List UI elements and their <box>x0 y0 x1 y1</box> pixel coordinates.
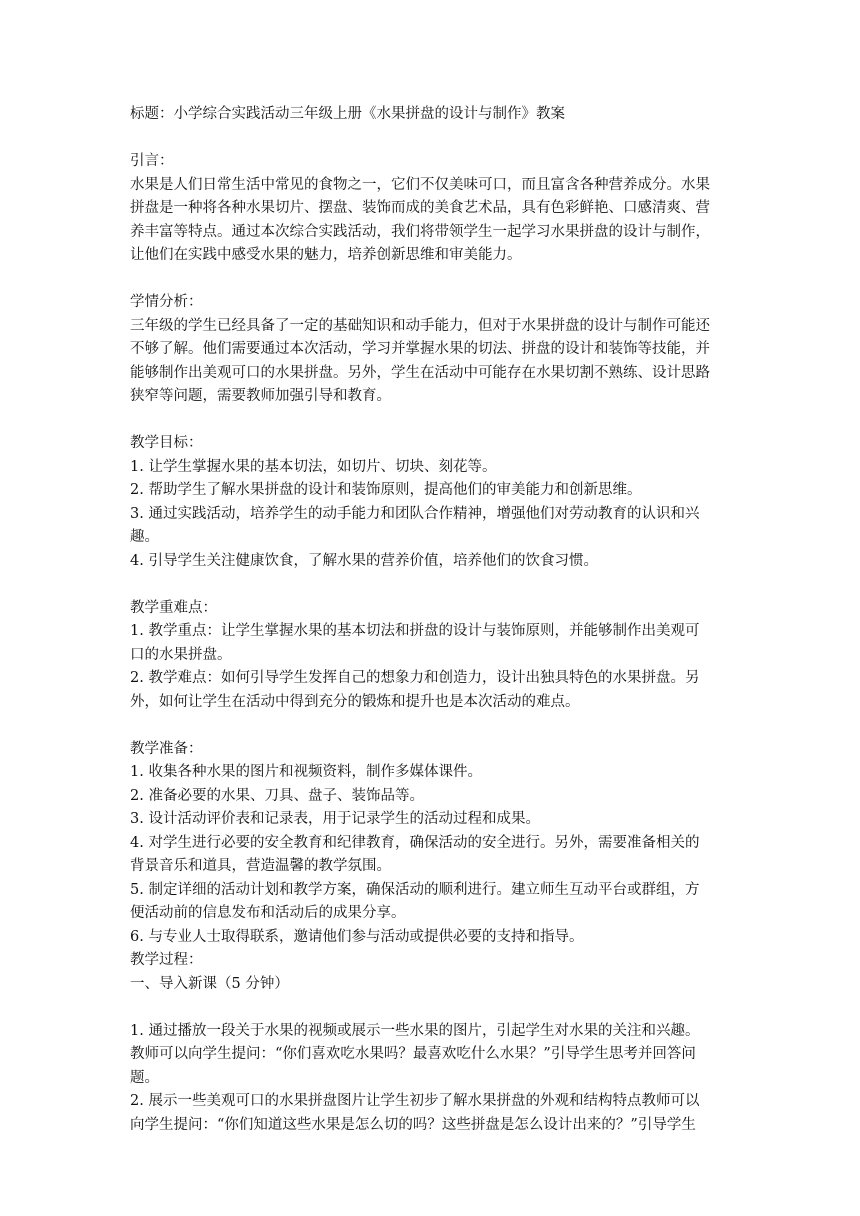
section-keypoints <box>130 597 732 715</box>
section-heading: 教学准备： <box>130 740 203 757</box>
list-item-line: 向学生提问：“你们知道这些水果是怎么切的吗？这些拼盘是怎么设计出来的？”引导学生 <box>130 1116 696 1133</box>
section-analysis <box>130 291 732 409</box>
section-heading: 学情分析： <box>130 294 203 310</box>
list-item-line: 5. 制定详细的活动计划和教学方案，确保活动的顺利进行。建立师生互动平台或群组，方 <box>130 881 700 898</box>
list-item-line: 背景音乐和道具，营造温馨的教学氛围。 <box>130 858 391 874</box>
list-item-line: 1. 通过播放一段关于水果的视频或展示一些水果的图片，引起学生对水果的关注和兴趣。 <box>130 1022 700 1039</box>
list-item-line: 3. 设计活动评价表和记录表，用于记录学生的活动过程和成果。 <box>130 811 540 827</box>
section-heading: 教学目标： <box>130 435 203 451</box>
list-item-line: 6. 与专业人士取得联系，邀请他们参与活动或提供必要的支持和指导。 <box>130 928 584 945</box>
section-heading: 教学过程： <box>130 952 203 968</box>
section-goals <box>130 432 732 573</box>
list-item-line: 口的水果拼盘。 <box>130 646 232 663</box>
paragraph-line: 让他们在实践中感受水果的魅力，培养创新思维和审美能力。 <box>130 247 522 263</box>
list-item-line: 趣。 <box>130 529 159 545</box>
list-item-line: 4. 对学生进行必要的安全教育和纪律教育，确保活动的安全进行。另外，需要准备相关的 <box>130 834 700 851</box>
paragraph-line: 养丰富等特点。通过本次综合实践活动，我们将带领学生一起学习水果拼盘的设计与制作， <box>130 223 710 240</box>
list-item-line: 外，如何让学生在活动中得到充分的锻炼和提升也是本次活动的难点。 <box>130 693 580 710</box>
spacer <box>130 996 732 1020</box>
paragraph-line: 拼盘是一种将各种水果切片、摆盘、装饰而成的美食艺术品，具有色彩鲜艳、口感清爽、营 <box>130 200 710 216</box>
section-process <box>130 949 732 1137</box>
list-item-line: 2. 教学难点：如何引导学生发挥自己的想象力和创造力，设计出独具特色的水果拼盘。另 <box>130 670 700 686</box>
list-item-line: 4. 引导学生关注健康饮食，了解水果的营养价值，培养他们的饮食习惯。 <box>130 552 598 569</box>
list-item-line: 2. 展示一些美观可口的水果拼盘图片让学生初步了解水果拼盘的外观和结构特点教师可以 <box>130 1093 700 1109</box>
paragraph-line: 水果是人们日常生活中常见的食物之一，它们不仅美味可口，而且富含各种营养成分。水果 <box>130 176 710 193</box>
spacer <box>130 268 732 292</box>
paragraph-line: 狭窄等问题，需要教师加强引导和教育。 <box>130 388 391 404</box>
section-heading: 教学重难点： <box>130 599 217 616</box>
document-title: 标题：小学综合实践活动三年级上册《水果拼盘的设计与制作》教案 <box>130 106 565 122</box>
subsection-heading: 一、导入新课（5 分钟） <box>130 975 289 992</box>
list-item-line: 1. 让学生掌握水果的基本切法，如切片、切块、刻花等。 <box>130 458 497 475</box>
paragraph-line: 三年级的学生已经具备了一定的基础知识和动手能力，但对于水果拼盘的设计与制作可能还 <box>130 317 710 334</box>
paragraph-line: 不够了解。他们需要通过本次活动，学习并掌握水果的切法、拼盘的设计和装饰等技能，并 <box>130 341 710 357</box>
section-heading: 引言： <box>130 153 174 169</box>
list-item-line: 2. 帮助学生了解水果拼盘的设计和装饰原则，提高他们的审美能力和创新思维。 <box>130 482 642 498</box>
spacer <box>130 127 732 151</box>
list-item-line: 便活动前的信息发布和活动后的成果分享。 <box>130 905 406 921</box>
list-item-line: 3. 通过实践活动，培养学生的动手能力和团队合作精神，增强他们对劳动教育的认识和兴 <box>130 505 700 522</box>
spacer <box>130 573 732 597</box>
spacer <box>130 714 732 738</box>
section-intro <box>130 150 732 268</box>
paragraph-line: 能够制作出美观可口的水果拼盘。另外，学生在活动中可能存在水果切割不熟练、设计思路 <box>130 364 710 381</box>
spacer <box>130 409 732 433</box>
list-item-line: 2. 准备必要的水果、刀具、盘子、装饰品等。 <box>130 787 424 804</box>
list-item-line: 1. 收集各种水果的图片和视频资料，制作多媒体课件。 <box>130 764 482 780</box>
list-item-line: 教师可以向学生提问：“你们喜欢吃水果吗？最喜欢吃什么水果？”引导学生思考并回答问 <box>130 1046 696 1062</box>
section-preparation <box>130 738 732 950</box>
list-item-line: 1. 教学重点：让学生掌握水果的基本切法和拼盘的设计与装饰原则，并能够制作出美观可 <box>130 623 700 639</box>
list-item-line: 题。 <box>130 1069 159 1086</box>
